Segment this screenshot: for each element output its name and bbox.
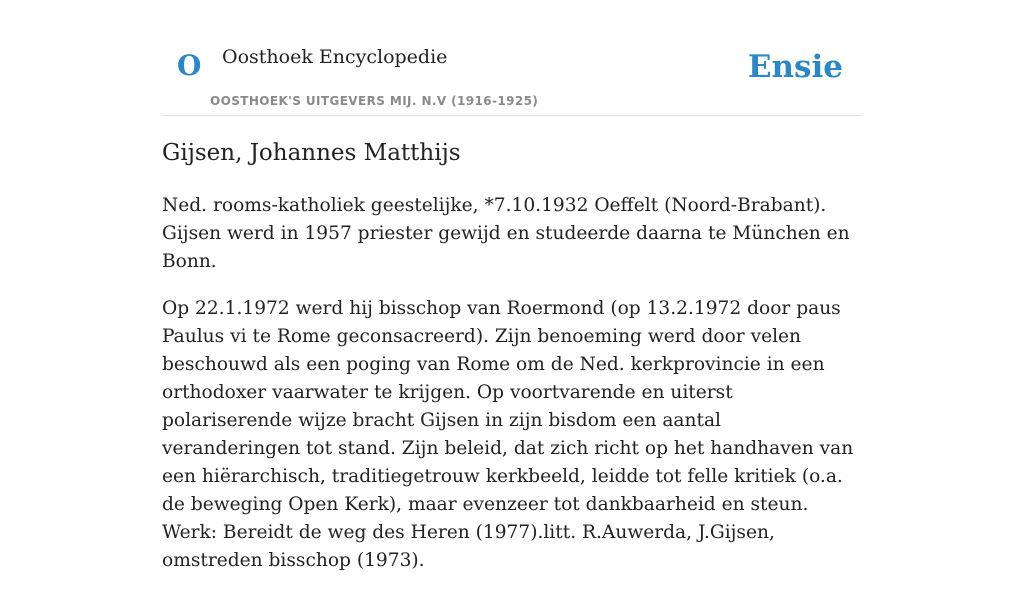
source-header	[162, 0, 862, 116]
source-subtitle: OOSTHOEK'S UITGEVERS MIJ. N.V (1916-1925)	[210, 94, 539, 108]
source-title-link[interactable]: Oosthoek Encyclopedie	[222, 46, 448, 68]
entry-body	[162, 192, 862, 594]
source-logo: O	[177, 49, 202, 82]
paragraph: Ned. rooms-katholiek geestelijke, *7.10.1932 Oeffelt (Noord-Brabant). Gijsen werd in 1957 priester gewijd en studeerde daarna te München en Bonn.	[162, 195, 850, 272]
paragraph: Op 22.1.1972 werd hij bisschop van Roermond (op 13.2.1972 door paus Paulus vi te Rome geconsacreerd). Zijn benoeming werd door velen beschouwd als een poging van Rome om de Ned. kerkprovincie in een orthodoxer vaarwater te krijgen. Op voortvarende en uiterst polariserende wijze bracht Gijsen in zijn bisdom een aantal veranderingen tot stand. Zijn beleid, dat zich richt op het handhaven van een hiërarchisch, traditiegetrouw kerkbeeld, leidde tot felle kritiek (o.a. de beweging Open Kerk), maar evenzeer tot dankbaarheid en steun. Werk: Bereidt de weg des Heren (1977).litt. R.Auwerda, J.Gijsen, omstreden bisschop (1973).	[162, 298, 854, 571]
entry-card	[162, 0, 862, 571]
brand-logo[interactable]: Ensie	[747, 49, 843, 85]
page-title: Gijsen, Johannes Matthijs	[162, 140, 461, 166]
